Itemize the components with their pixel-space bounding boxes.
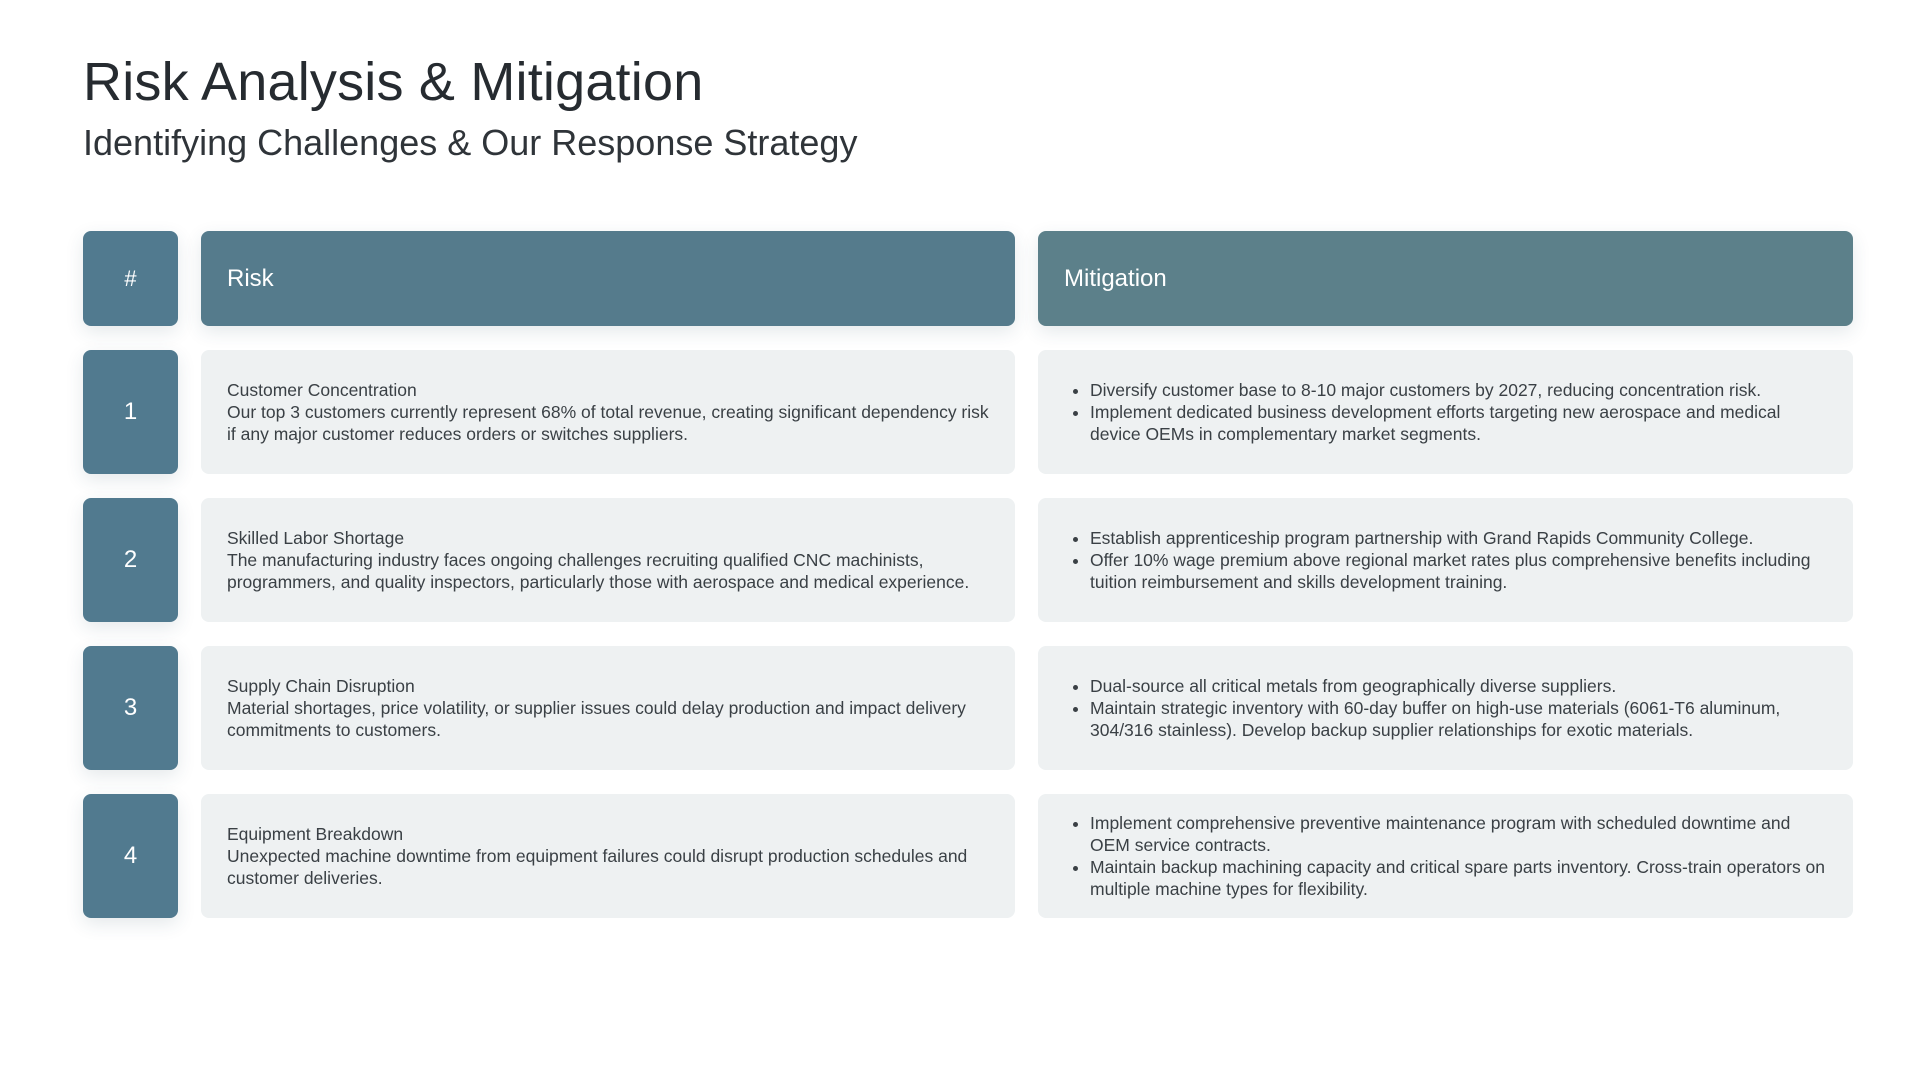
table-row (83, 350, 1853, 474)
row-number: 4 (83, 794, 178, 918)
mitigation-item: • Diversify customer base to 8-10 major customers by 2027, reducing concentration risk. (1090, 379, 1827, 401)
page-subtitle: Identifying Challenges & Our Response Strategy (83, 122, 858, 163)
row-number: 2 (83, 498, 178, 622)
risk-cell (201, 794, 1015, 918)
table-row (83, 498, 1853, 622)
mitigation-list (1064, 675, 1827, 741)
mitigation-item: • Establish apprenticeship program partnership with Grand Rapids Community College. (1090, 527, 1827, 549)
mitigation-item: • Implement comprehensive preventive maintenance program with scheduled downtime and OEM service contracts. (1090, 812, 1827, 856)
header-mitigation: Mitigation (1038, 231, 1853, 326)
table-row (83, 794, 1853, 918)
risk-cell (201, 350, 1015, 474)
risk-description: Unexpected machine downtime from equipment failures could disrupt production schedules and customer deliveries. (227, 846, 968, 888)
mitigation-item: • Maintain strategic inventory with 60-day buffer on high-use materials (6061-T6 aluminum, 304/316 stainless). Develop backup supplier relationships for exotic materials. (1090, 697, 1827, 741)
mitigation-list (1064, 379, 1827, 445)
mitigation-list (1064, 812, 1827, 900)
mitigation-cell (1038, 794, 1853, 918)
page-title: Risk Analysis & Mitigation (83, 52, 704, 112)
mitigation-item: • Offer 10% wage premium above regional market rates plus comprehensive benefits including tuition reimbursement and skills development training. (1090, 549, 1827, 593)
mitigation-item: • Dual-source all critical metals from geographically diverse suppliers. (1090, 675, 1827, 697)
risk-name: Equipment Breakdown (227, 824, 404, 844)
mitigation-cell (1038, 350, 1853, 474)
risk-name: Skilled Labor Shortage (227, 528, 405, 548)
risk-name: Supply Chain Disruption (227, 676, 415, 696)
header-number: # (83, 231, 178, 326)
header-risk: Risk (201, 231, 1015, 326)
row-number: 3 (83, 646, 178, 770)
risk-cell (201, 646, 1015, 770)
risk-description: The manufacturing industry faces ongoing challenges recruiting qualified CNC machinists, programmers, and quality inspectors, particularly those with aerospace and medical experience. (227, 550, 970, 592)
risk-cell (201, 498, 1015, 622)
mitigation-item: • Maintain backup machining capacity and critical spare parts inventory. Cross-train operators on multiple machine types for flexibility. (1090, 856, 1827, 900)
mitigation-item: • Implement dedicated business development efforts targeting new aerospace and medical device OEMs in complementary market segments. (1090, 401, 1827, 445)
mitigation-cell (1038, 498, 1853, 622)
row-number: 1 (83, 350, 178, 474)
risk-description: Material shortages, price volatility, or supplier issues could delay production and impact delivery commitments to customers. (227, 698, 966, 740)
risk-name: Customer Concentration (227, 380, 417, 400)
risk-table (83, 231, 1853, 942)
mitigation-list (1064, 527, 1827, 593)
table-header-row (83, 231, 1853, 326)
table-row (83, 646, 1853, 770)
risk-description: Our top 3 customers currently represent 68% of total revenue, creating significant dependency risk if any major customer reduces orders or switches suppliers. (227, 402, 989, 444)
mitigation-cell (1038, 646, 1853, 770)
